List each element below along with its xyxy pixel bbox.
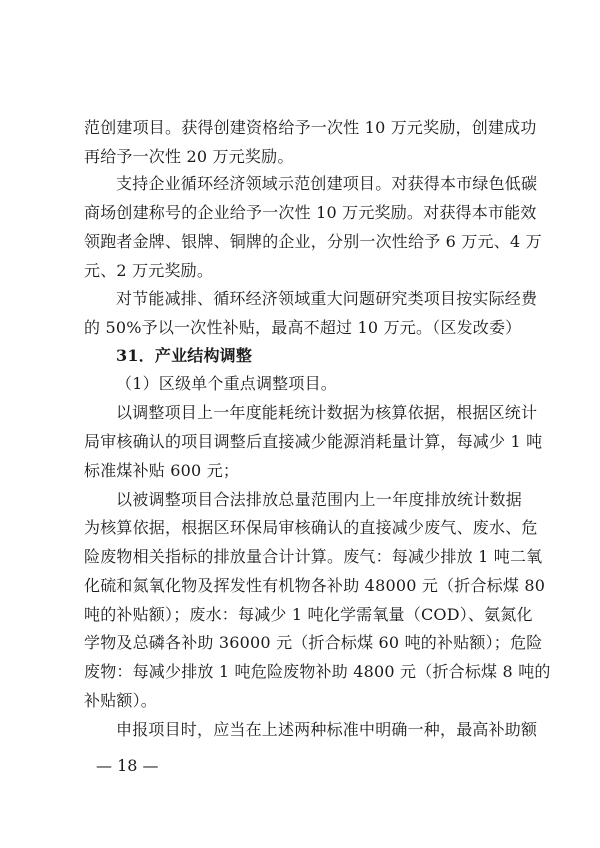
paragraph-line: 元、2 万元奖励。 [84, 261, 214, 280]
paragraph-line: 再给予一次性 20 万元奖励。 [84, 147, 294, 166]
paragraph-line: 补贴额）。 [84, 691, 158, 710]
section-heading: 31．产业结构调整 [116, 346, 253, 365]
paragraph-line: 范创建项目。获得创建资格给予一次性 10 万元奖励，创建成功 [84, 118, 537, 137]
paragraph-line: 标准煤补贴 600 元； [84, 461, 240, 480]
paragraph-line: 吨的补贴额）；废水：每减少 1 吨化学需氧量（COD）、氨氮化 [84, 605, 533, 624]
paragraph-line: 的 50%予以一次性补贴，最高不超过 10 万元。（区发改委） [84, 318, 522, 337]
paragraph-line: 以被调整项目合法排放总量范围内上一年度排放统计数据 [116, 490, 522, 509]
paragraph-line: 局审核确认的项目调整后直接减少能源消耗量计算，每减少 1 吨 [84, 432, 543, 451]
paragraph-line: 申报项目时，应当在上述两种标准中明确一种，最高补助额 [116, 720, 538, 739]
paragraph-line: 领跑者金牌、银牌、铜牌的企业，分别一次性给予 6 万元、4 万 [84, 232, 542, 251]
paragraph-line: 险废物相关指标的排放量合计计算。废气：每减少排放 1 吨二氧 [84, 547, 543, 566]
paragraph-line: 废物：每减少排放 1 吨危险废物补助 4800 元（折合标煤 8 吨的 [84, 662, 551, 681]
paragraph-line: 对节能减排、循环经济领域重大问题研究类项目按实际经费 [116, 289, 538, 308]
paragraph-line: 化硫和氮氧化物及挥发性有机物各补助 48000 元（折合标煤 80 [84, 576, 546, 595]
subsection-title: （1）区级单个重点调整项目。 [116, 374, 337, 393]
paragraph-line: 商场创建称号的企业给予一次性 10 万元奖励。对获得本市能效 [84, 203, 537, 222]
paragraph-line: 支持企业循环经济领域示范创建项目。对获得本市绿色低碳 [116, 174, 538, 193]
page-number: — 18 — [96, 756, 159, 775]
paragraph-line: 为核算依据，根据区环保局审核确认的直接减少废气、废水、危 [84, 518, 538, 537]
paragraph-line: 以调整项目上一年度能耗统计数据为核算依据，根据区统计 [116, 403, 538, 422]
paragraph-line: 学物及总磷各补助 36000 元（折合标煤 60 吨的补贴额）；危险 [84, 633, 543, 652]
